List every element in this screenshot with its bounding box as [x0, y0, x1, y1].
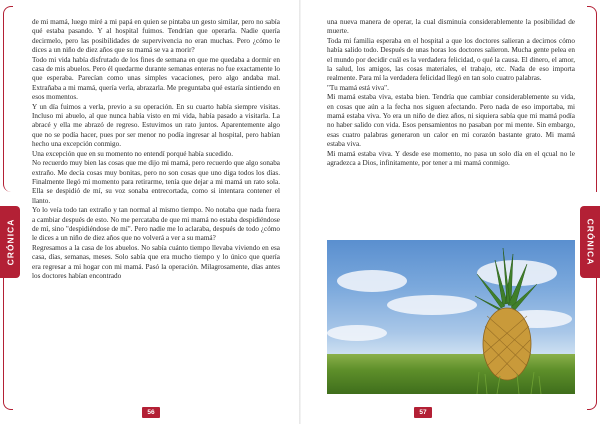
paragraph: "Tu mamá está viva".: [327, 83, 389, 92]
paragraph: Regresamos a la casa de los abuelos. No sabía cuánto tiempo llevaba viviendo en esa casa, días, semanas, meses. Solo sabía que era mucho tiempo y lo único que quería era regresar a mi hogar con mi mamá. Pasó la operación. Milagrosamente, días antes los doctores habían encontrado: [32, 243, 280, 280]
paragraph: una nueva manera de operar, la cual disminuía considerablemente la posibilidad de muerte.: [327, 18, 575, 36]
paragraph: Una excepción que en su momento no entendí porqué había sucedido.: [32, 149, 233, 158]
paragraph: Y un día fuimos a verla, previo a su operación. En su cuarto había siempre visitas. Incluso mi abuelo, al que nunca había visto en mi vida, había pasado a visitarla. La abracé y ella me abrazó de regreso. Estuvimos un rato juntos. Aparentemente algo que no se podía hacer, pues por ser menor no podía ingresar al hospital, pero habían hecho una excepción conmigo.: [32, 102, 280, 149]
pineapple-photo: [327, 240, 575, 394]
right-bottom-bracket: [587, 260, 597, 410]
paragraph: Toda mi familia esperaba en el hospital a que los doctores salieran a decirnos cómo había salido todo. Después de unas horas los doctores salieron. Mucha gente pelea en el mundo por decidir cuál es la verdadera felicidad, o qué la causa. El dinero, el amor, la salud, los amigos, las cosas materiales, el trabajo, etc. Nada de eso importa realmente. Para mí la verdadera felicidad llegó en tan solo cuatro palabras.: [327, 36, 575, 83]
right-top-bracket: [587, 6, 597, 192]
right-section-tab-label: CRÓNICA: [585, 218, 596, 266]
page-number-right: 57: [414, 407, 432, 418]
left-section-tab-label: CRÓNICA: [5, 218, 16, 266]
paragraph: Todo mi vida había disfrutado de los fines de semana en que me quedaba a dormir en casa de mis abuelos. Pero él quedarme durante semanas enteras no fue exactamente lo que esperaba. Parecían como unas simples vacaciones, pero algo andaba mal. Extrañaba a mi mamá, quería verla, abrazarla. Me preguntaba qué estaría sintiendo en esos momentos.: [32, 55, 280, 102]
pineapple-illustration: [327, 240, 575, 394]
right-page: [300, 0, 600, 424]
paragraph: No recuerdo muy bien las cosas que me dijo mi mamá, pero recuerdo que algo sonaba extraño. Me decía cosas muy bonitas, pero no son cosas que uno diga todos los días. Finalmente llegó mi momento para retirarme, tenía que dejar a mi mamá un rato sola. Ella se despidió de mí, su voz sonaba entrecortada, como si intentara contener el llanto.: [32, 159, 280, 205]
paragraph: Mi mamá estaba viva. Y desde ese momento, no pasa un solo día en el qcual no le agradezca a Dios, infinitamente, por tener a mi mamá conmigo.: [327, 149, 575, 168]
page-number-left: 56: [142, 407, 160, 418]
left-top-bracket: [3, 6, 13, 192]
left-bottom-bracket: [3, 260, 13, 410]
paragraph: Mi mamá estaba viva, estaba bien. Tendría que cambiar considerablemente su vida, en cosas que aún a la fecha nos siguen afectando. Pero nada de eso importaba, mi mamá estaba viva. Yo era un niño de diez años, ni siquiera sabía que mi mamá podía no haber salido con vida. Esos pensamientos no pasaban por mi mente. Sin embargo, esas cuatro palabras generaron un calor en mi corazón bastante grato. Mi mamá estaba viva.: [327, 93, 575, 149]
right-body-text: [327, 18, 575, 228]
left-body-text: [32, 18, 280, 403]
paragraph: Yo lo veía todo tan extraño y tan normal al mismo tiempo. No notaba que nada fuera a cambiar después de esto. No me percataba de que mi mamá no estaba despidiéndose de mí, sino "despidiéndose de mí". Pero nadie me lo aclaraba, después de todo ¿cómo le dices a un niño de diez años que no volverá a ver a su mamá?: [32, 206, 280, 243]
left-section-tab: [0, 206, 20, 278]
paragraph: de mi mamá, luego miré a mi papá en quien se pintaba un gesto similar, pero no sabía qué estaba pasando. Y al hospital fuimos. Tendrían que operarla. Nadie quería decirmelo, pero las posibilidades de supervivencia no eran muchas. Pero ¿cómo le dices a un niño de diez años que su mamá se va a morir?: [32, 18, 280, 55]
right-section-tab: [580, 206, 600, 278]
